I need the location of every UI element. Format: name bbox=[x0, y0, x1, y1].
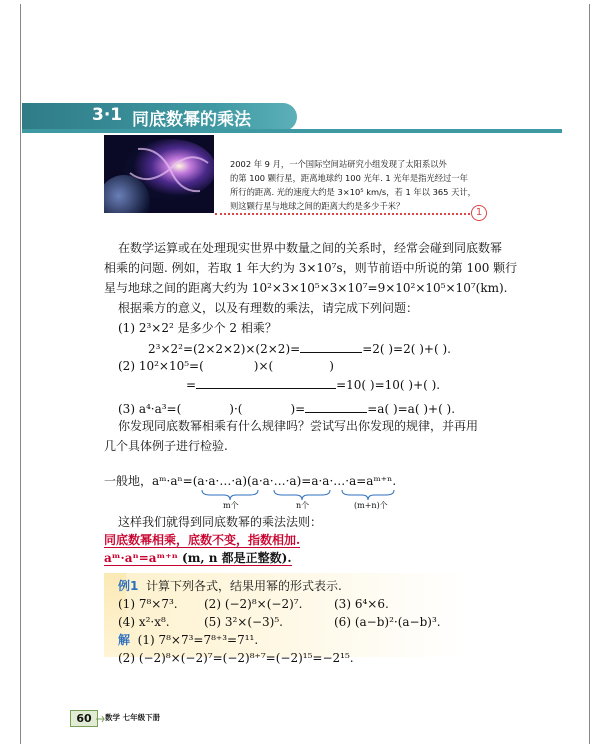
rule-formula: aᵐ·aⁿ=aᵐ⁺ⁿ bbox=[104, 551, 178, 565]
example-label: 例1 bbox=[118, 579, 139, 593]
q3-mid: )·( bbox=[229, 402, 243, 416]
question-1: (1) 2³×2² 是多少个 2 相乘？ bbox=[118, 321, 277, 335]
intro-text bbox=[230, 157, 478, 213]
example-item: (4) x²·x⁸. bbox=[118, 615, 170, 629]
q3-start: (3) a⁴·a³=( bbox=[118, 402, 182, 416]
solution-1: (1) 7⁸×7³=7⁸⁺³=7¹¹. bbox=[137, 633, 259, 647]
brace-label-m: m个 bbox=[223, 501, 239, 510]
example-item: (5) 3²×(−3)⁵. bbox=[204, 615, 283, 629]
q2-line2-right: =10( )=10( )+( ). bbox=[336, 378, 441, 392]
dotted-divider bbox=[215, 213, 470, 215]
brace-label-n: n个 bbox=[296, 501, 310, 510]
paragraph-line: 根据乘方的意义，以及有理数的乘法，请完成下列问题： bbox=[118, 301, 419, 315]
solution-line-1 bbox=[118, 630, 258, 650]
intro-line: 则这颗行星与地球之间的距离大约是多少千米？ bbox=[230, 201, 405, 211]
answer-blank[interactable] bbox=[196, 376, 336, 389]
q2-mid: )×( bbox=[253, 359, 274, 373]
section-title: 同底数幂的乘法 bbox=[132, 110, 251, 130]
intro-line: 所行的距离. 光的速度大约是 3×10⁵ km/s，若 1 年以 365 天计， bbox=[230, 187, 476, 197]
galaxy-image bbox=[104, 135, 214, 213]
paragraph-line: 几个具体例子进行检验. bbox=[104, 439, 228, 453]
rule-statement bbox=[104, 530, 300, 550]
example-item: (1) 7⁸×7³. bbox=[118, 597, 178, 611]
example-text: 计算下列各式，结果用幂的形式表示. bbox=[146, 579, 342, 593]
q3-end: )= bbox=[290, 402, 306, 416]
brace-label-mn: (m+n)个 bbox=[354, 501, 388, 510]
q3-right: =a( )=a( )+( ). bbox=[367, 402, 456, 416]
example-item: (3) 6⁴×6. bbox=[334, 597, 389, 611]
question-2-line2 bbox=[186, 375, 440, 395]
intro-marker: 1 bbox=[471, 205, 487, 221]
q2-eq: = bbox=[186, 378, 197, 392]
example-item: (2) (−2)⁸×(−2)⁷. bbox=[204, 597, 303, 611]
paragraph-line: 你发现同底数幂相乘有什么规律吗？尝试写出你发现的规律，并再用 bbox=[118, 419, 479, 433]
rule-intro: 这样我们就得到同底数幂的乘法法则： bbox=[118, 515, 323, 529]
footer-text: 数学 七年级下册 bbox=[105, 713, 161, 722]
answer-blank[interactable] bbox=[305, 400, 367, 413]
solution-label: 解 bbox=[118, 633, 131, 647]
q1-eq-left: 2³×2²=(2×2×2)×(2×2)= bbox=[148, 342, 301, 356]
answer-blank[interactable] bbox=[300, 340, 362, 353]
section-number: 3·1 bbox=[92, 105, 123, 125]
paragraph-line: 星与地球之间的距离大约为 10²×3×10⁵×3×10⁷=9×10²×10⁵×10⁷(km). bbox=[104, 281, 508, 295]
rule-bold: 同底数幂相乘，底数不变，指数相加. bbox=[104, 533, 301, 547]
q2-end: ) bbox=[329, 359, 334, 373]
question-2 bbox=[118, 356, 334, 376]
example-row-1 bbox=[118, 594, 478, 614]
section-title-rule bbox=[22, 129, 562, 133]
rule-formula-line bbox=[104, 548, 292, 568]
example-item: (6) (a−b)²·(a−b)³. bbox=[334, 615, 441, 629]
q1-eq-right: =2( )=2( )+( ). bbox=[362, 342, 451, 356]
q2-start: (2) 10²×10⁵=( bbox=[118, 359, 204, 373]
paragraph-line: 在数学运算或在处理现实世界中数量之间的关系时，经常会碰到同底数幂 bbox=[118, 241, 503, 255]
solution-2: (2) (−2)⁸×(−2)⁷=(−2)⁸⁺⁷=(−2)¹⁵=−2¹⁵. bbox=[118, 651, 354, 665]
rule-condition: (m, n 都是正整数). bbox=[182, 551, 292, 565]
rule-formula-wrap bbox=[104, 551, 292, 566]
example-heading bbox=[118, 576, 342, 596]
example-row-2 bbox=[118, 612, 478, 632]
intro-line: 2002 年 9 月，一个国际空间站研究小组发现了太阳系以外 bbox=[230, 159, 447, 169]
paragraph-line: 相乘的问题. 例如，若取 1 年大约为 3×10⁷s，则节前语中所说的第 100 颗行 bbox=[104, 261, 518, 275]
intro-line: 的第 100 颗行星，距离地球约 100 光年. 1 光年是指光经过一年 bbox=[230, 173, 468, 183]
general-formula: 一般地，aᵐ·aⁿ=(a·a·…·a)(a·a·…·a)=a·a·…·a=aᵐ⁺ⁿ. bbox=[104, 474, 397, 488]
page-number: 60 bbox=[70, 710, 98, 727]
